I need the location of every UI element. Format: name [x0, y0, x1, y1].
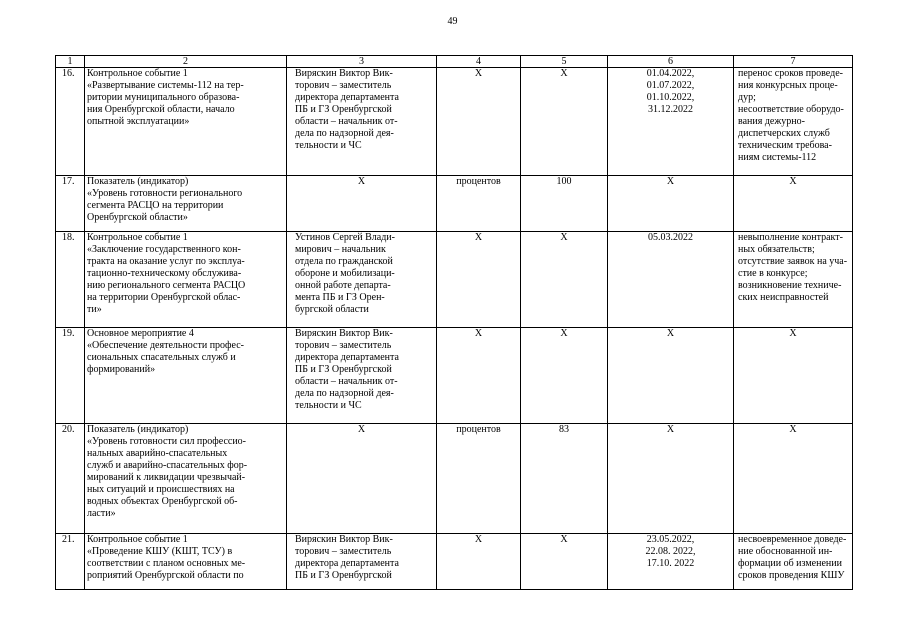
responsible: Виряскин Виктор Вик- торович – заместитель директора департамента ПБ и ГЗ Оренбургской области – начальник от- дела по надзорной дея- тельности и ЧС	[287, 68, 437, 176]
responsible: Устинов Сергей Влади- мирович – начальник отдела по гражданской обороне и мобилизаци- онной работе департа- мента ПБ и ГЗ Орен- бургской области	[287, 232, 437, 328]
table-row	[56, 328, 853, 424]
page-number: 49	[447, 16, 458, 27]
value: 100	[521, 176, 608, 232]
risks: несвоевременное доведе- ние обоснованной ин- формации об изменении сроков проведения КШУ	[734, 534, 853, 590]
event-name: Контрольное событие 1 «Проведение КШУ (КШТ, ТСУ) в соответствии с планом основных ме- роприятий Оренбургской области по	[85, 534, 287, 590]
header-cell: 5	[521, 56, 608, 68]
deadline: 05.03.2022	[608, 232, 734, 328]
row-number: 17.	[56, 176, 85, 232]
header-cell: 6	[608, 56, 734, 68]
risks: невыполнение контракт- ных обязательств; отсутствие заявок на уча- стие в конкурсе; возникновение техниче- ских неисправностей	[734, 232, 853, 328]
unit: Х	[437, 232, 521, 328]
responsible: Виряскин Виктор Вик- торович – заместитель директора департамента ПБ и ГЗ Оренбургской области – начальник от- дела по надзорной дея- тельности и ЧС	[287, 328, 437, 424]
risks: Х	[734, 176, 853, 232]
row-number: 19.	[56, 328, 85, 424]
value: Х	[521, 68, 608, 176]
value: Х	[521, 328, 608, 424]
deadline: Х	[608, 176, 734, 232]
row-number: 16.	[56, 68, 85, 176]
deadline: 23.05.2022, 22.08. 2022, 17.10. 2022	[608, 534, 734, 590]
deadline: Х	[608, 424, 734, 534]
event-name: Основное мероприятие 4 «Обеспечение деятельности профес- сиональных спасательных служб и формирований»	[85, 328, 287, 424]
table-row	[56, 232, 853, 328]
header-cell: 4	[437, 56, 521, 68]
row-number: 18.	[56, 232, 85, 328]
table-header-row	[56, 56, 853, 68]
unit: Х	[437, 328, 521, 424]
unit: процентов	[437, 176, 521, 232]
unit: Х	[437, 68, 521, 176]
row-number: 20.	[56, 424, 85, 534]
header-cell: 3	[287, 56, 437, 68]
unit: процентов	[437, 424, 521, 534]
value: Х	[521, 232, 608, 328]
risks: Х	[734, 328, 853, 424]
table-row	[56, 534, 853, 590]
event-name: Показатель (индикатор) «Уровень готовности сил профессио- нальных аварийно-спасательных служб и аварийно-спасательных фор- мирований к ликвидации чрезвычай- ных ситуаций и происшествиях на водных объектах Оренбургской об- ласти»	[85, 424, 287, 534]
risks: Х	[734, 424, 853, 534]
event-name: Контрольное событие 1 «Заключение государственного кон- тракта на оказание услуг по эксплуа- тационно-техническому обслужива- нию регионального сегмента РАСЦО на территории Оренбургской облас- ти»	[85, 232, 287, 328]
event-name: Показатель (индикатор) «Уровень готовности регионального сегмента РАСЦО на территории Оренбургской области»	[85, 176, 287, 232]
header-cell: 2	[85, 56, 287, 68]
responsible: Х	[287, 176, 437, 232]
deadline: 01.04.2022, 01.07.2022, 01.10.2022, 31.12.2022	[608, 68, 734, 176]
header-cell: 7	[734, 56, 853, 68]
deadline: Х	[608, 328, 734, 424]
table-row	[56, 424, 853, 534]
unit: Х	[437, 534, 521, 590]
row-number: 21.	[56, 534, 85, 590]
responsible: Х	[287, 424, 437, 534]
table-row	[56, 176, 853, 232]
responsible: Виряскин Виктор Вик- торович – заместитель директора департамента ПБ и ГЗ Оренбургской	[287, 534, 437, 590]
value: 83	[521, 424, 608, 534]
plan-table	[55, 55, 853, 590]
value: Х	[521, 534, 608, 590]
header-cell: 1	[56, 56, 85, 68]
risks: перенос сроков проведе- ния конкурсных проце- дур; несоответствие оборудо- вания дежурно- диспетчерских служб техническим требова- ниям системы-112	[734, 68, 853, 176]
table-row	[56, 68, 853, 176]
event-name: Контрольное событие 1 «Развертывание системы-112 на тер- ритории муниципального образова- ния Оренбургской области, начало опытной эксплуатации»	[85, 68, 287, 176]
